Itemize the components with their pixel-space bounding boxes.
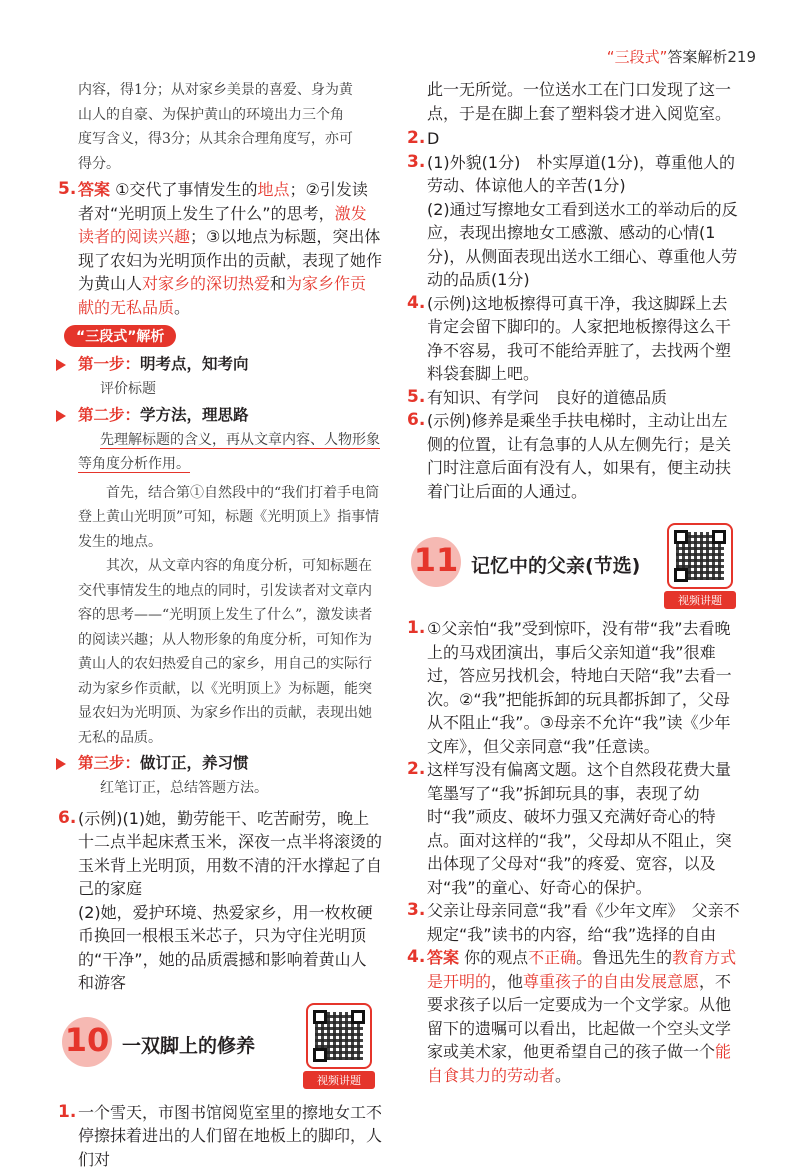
item-number: 4. [407,292,426,313]
answer-item-5 [405,386,741,410]
answer-text: 这样写没有偏离文题。这个自然段花费大量笔墨写了“我”拆卸玩具的事，表现了幼时“我”顽皮、破坏力强又充满好奇心的特点。面对这样的“我”，父母却从不阻止，突出体现了父母对“我”的疼爱、宽容，以及对“我”的童心、好奇心的保护。 [427,760,732,897]
answer-text: 一个雪天，市图书馆阅览室里的擦地女工不停擦抹着进出的人们留在地板上的脚印，人们对 [78,1102,383,1169]
highlight-text: 教育方式是开明的 [427,948,737,991]
answer-text: D [427,129,440,148]
answer-text: 你的观点 [464,948,529,967]
item-number: 4. [407,947,426,967]
analysis-pill: “三段式”解析 [64,325,176,347]
step-label: 第二步： [78,405,141,424]
answer-item-6 [56,807,382,995]
highlight-text: 能自食其力的劳动者 [427,1042,732,1085]
left-column [56,78,382,1171]
arrow-icon [56,410,66,422]
page-header [607,46,756,67]
answer-text: ；③以地点为标题，突出体现了农妇为光明顶作出的贡献，表现了她作为黄山人 [78,227,383,293]
lesson-number: 10 [64,1020,110,1059]
answer-text: 。鲁迅先生的 [576,948,673,967]
item-number: 1. [407,618,426,638]
continuation-line: 度写含义，得3分；从其余合理角度写，亦可 [78,131,353,147]
lesson-11-header [405,521,741,607]
highlight-text: 对家乡的深切热爱 [142,274,271,293]
continuation-text [56,78,382,176]
answer-text: (示例)修养是乘坐手扶电梯时，主动让出左侧的位置，让有急事的人从左侧先行；是关门时注意后面有没有人，如果有，便主动扶着门让后面的人通过。 [427,411,732,501]
step-label: 第一步： [78,355,141,373]
step-1 [56,351,382,377]
header-brand: “三段式” [606,48,668,66]
answer-text: ①父亲怕“我”受到惊吓，没有带“我”去看晚上的马戏团演出，事后父亲知道“我”很难过，答应另找机会，特地白天陪“我”去看一次。②“我”把能拆卸的玩具都拆卸了，父母从不阻止“我”。③母亲不允许“我”读《少年文库》，但父亲同意“我”任意读。 [427,619,732,756]
item-number: 6. [407,410,426,430]
answer-text: ；②引发读者对“光明顶上发生了什么”的思考， [78,180,368,223]
answer-text: (2)通过写擦地女工看到送水工的举动后的反应，表现出擦地女工感激、感动的心情(1分)，从侧面表现出送水工细心、尊重他人劳动的品质(1分) [427,199,738,289]
lesson-number-badge [62,1017,112,1067]
underlined-method: 先理解标题的含义，再从文章内容、人物形象等角度分析作用。 [78,431,380,472]
answer-text: ①交代了事情发生的 [115,180,258,199]
step-title: 学方法，理思路 [140,405,249,424]
step-2-para-2: 其次，从文章内容的角度分析，可知标题在交代事情发生的地点的同时，引发读者对文章内容的思考——“光明顶上发生了什么”，激发读者的阅读兴趣；从人物形象的角度分析，可知作为黄山人的农妇热爱自己的家乡，用自己的实际行动为家乡作贡献，以《光明顶上》为标题，能突显农妇为光明顶、为家乡作出的贡献，表现出她无私的品质。 [78,558,373,746]
answer-item-2 [405,758,741,899]
step-3 [56,750,382,776]
lesson-number: 11 [413,541,459,579]
item-number: 6. [58,807,77,828]
lesson-title: 一双脚上的修养 [122,1034,256,1057]
lesson-number-badge [411,537,461,587]
item-number: 5. [407,386,426,407]
step-3-content: 红笔订正，总结答题方法。 [100,780,268,796]
right-column [405,78,741,1087]
answer-text: (示例)这地板擦得可真干净，我这脚踩上去肯定会留下脚印的。人家把地板擦得这么干净不容易，我可不能给弄脏了，去找两个塑料袋套脚上吧。 [427,293,732,383]
step-1-content: 评价标题 [100,381,156,397]
answer-text: ，他 [491,971,524,991]
answer-text: 父亲让母亲同意“我”看《少年文库》 父亲不规定“我”读书的内容，给“我”选择的自由 [427,901,740,944]
lesson-10-header [56,1001,382,1087]
highlight-text: 地点 [257,180,290,199]
continuation-line: 山人的自豪、为保护黄山的环境出力三个角 [78,106,344,123]
answer-item-2 [405,127,741,151]
answer-text: (1)外貌(1分) 朴实厚道(1分)，尊重他人的劳动、体谅他人的辛苦(1分) [427,152,735,195]
answer-item-4 [405,946,741,1087]
answer-item-6 [405,409,741,503]
qr-label[interactable]: 视频讲题 [664,591,736,609]
highlight-text: 尊重孩子的自由发展意愿 [523,971,700,991]
answer-text: ，不要求孩子以后一定要成为一个文学家。从他留下的遗嘱可以看出，比起做一个空头文学家或美术家，他更希望自己的孩子做一个 [427,971,732,1061]
arrow-icon [56,758,66,770]
answer-text: 。 [174,297,191,317]
item-number: 2. [407,759,426,779]
answer-label: 答案 [78,180,111,199]
answer-item-3 [405,151,741,292]
item-number: 3. [407,900,426,920]
step-title: 明考点，知考向 [140,355,249,373]
item-number: 1. [58,1101,77,1122]
answer-text: 和 [270,274,287,293]
lesson-title: 记忆中的父亲(节选) [471,555,641,577]
answer-item-5 [56,178,382,319]
answer-item-1 [405,617,741,758]
highlight-text: 激发读者的阅读兴趣 [78,203,367,246]
arrow-icon [56,359,66,371]
continuation-text: 此一无所觉。一位送水工在门口发现了这一点，于是在脚上套了塑料袋才进入阅览室。 [427,80,732,123]
continuation-line: 内容，得1分；从对家乡美景的喜爱、身为黄 [78,82,353,98]
answer-text: 有知识、有学问 良好的道德品质 [427,387,668,407]
answer-item-4 [405,292,741,386]
highlight-text: 不正确 [528,948,577,967]
highlight-text: 为家乡作贡献的无私品质 [78,274,367,317]
step-label: 第三步： [78,754,141,772]
continuation-line: 得分。 [78,155,120,172]
item-number: 5. [58,179,77,199]
step-2-method [56,428,382,477]
item-number: 2. [407,128,426,148]
page-number: 219 [727,48,756,66]
qr-code-icon[interactable] [667,523,733,589]
step-2-para-1: 首先，结合第①自然段中的“我们打着手电筒登上黄山光明顶”可知，标题《光明顶上》指事情发生的地点。 [78,484,380,550]
qr-code-icon[interactable] [306,1003,372,1069]
answer-item-1 [56,1101,382,1171]
header-label: 答案解析 [667,48,728,66]
item-number: 3. [407,151,426,172]
step-title: 做订正，养习惯 [140,754,249,772]
qr-label[interactable]: 视频讲题 [303,1071,375,1089]
answer-item-3 [405,899,741,946]
answer-text: (示例)(1)她，勤劳能干、吃苦耐劳，晚上十二点半起床煮玉米，深夜一点半将滚烫的玉米背上光明顶，用数不清的汗水撑起了自己的家庭 [78,808,383,898]
answer-text: (2)她，爱护环境、热爱家乡，用一枚枚硬币换回一根根玉米芯子，只为守住光明顶的“干净”，她的品质震撼和影响着黄山人和游客 [78,902,373,992]
step-2 [56,402,382,428]
answer-text: 。 [555,1065,572,1085]
answer-label: 答案 [427,948,460,967]
